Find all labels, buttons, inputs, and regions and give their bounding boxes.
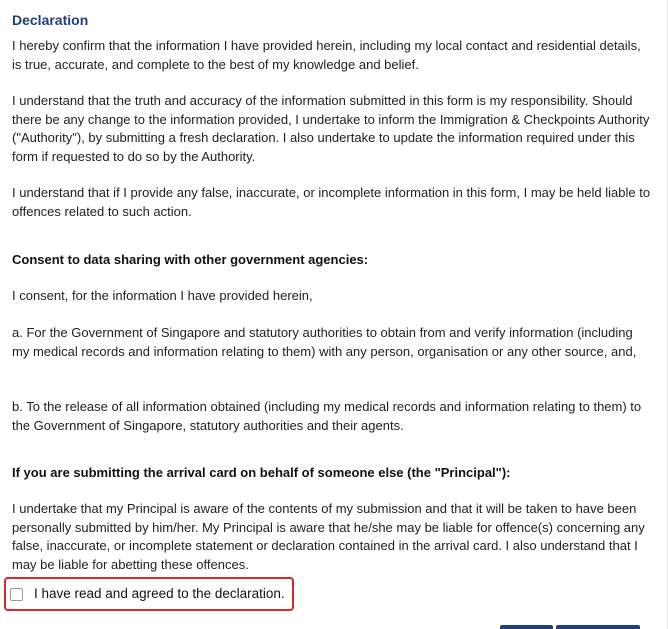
back-button[interactable] [500, 625, 553, 629]
next-button[interactable] [556, 625, 640, 629]
declaration-paragraph-2: I understand that the truth and accuracy of the information submitted in this form is my responsibility. Should there be any change to the information provided, I undertake to inform the Immigration & Checkpoints Authority ("Authority"), by submitting a fresh declaration. I also undertake to update the information required under this form if requested to do so by the Authority. [12, 93, 650, 164]
consent-intro: I consent, for the information I have provided herein, [12, 288, 313, 303]
consent-item-b: b. To the release of all information obtained (including my medical records and information relating to them) to the Government of Singapore, statutory authorities and their agents. [12, 399, 642, 433]
consent-item-a: a. For the Government of Singapore and statutory authorities to obtain from and verify information (including my medical records and information relating to them) with any person, organisation or any other source, and, [12, 325, 637, 359]
declaration-paragraph-1: I hereby confirm that the information I have provided herein, including my local contact and residential details, is true, accurate, and complete to the best of my knowledge and belief. [12, 38, 641, 72]
principal-text: I undertake that my Principal is aware of the contents of my submission and that it will be taken to have been personally submitted by him/her. My Principal is aware that he/she may be liable for offence(s) concerning any false, inaccurate, or incomplete statement or declaration contained in the arrival card. I also understand that I may be liable for abetting these offences. [12, 501, 645, 572]
agreement-checkbox[interactable] [10, 588, 23, 601]
declaration-title: Declaration [12, 12, 89, 28]
consent-heading: Consent to data sharing with other government agencies: [12, 252, 369, 267]
principal-heading: If you are submitting the arrival card on behalf of someone else (the "Principal"): [12, 465, 511, 480]
agreement-checkbox-label[interactable]: I have read and agreed to the declaration. [34, 586, 285, 601]
declaration-paragraph-3: I understand that if I provide any false, inaccurate, or incomplete information in this form, I may be held liable to offences related to such action. [12, 185, 651, 219]
